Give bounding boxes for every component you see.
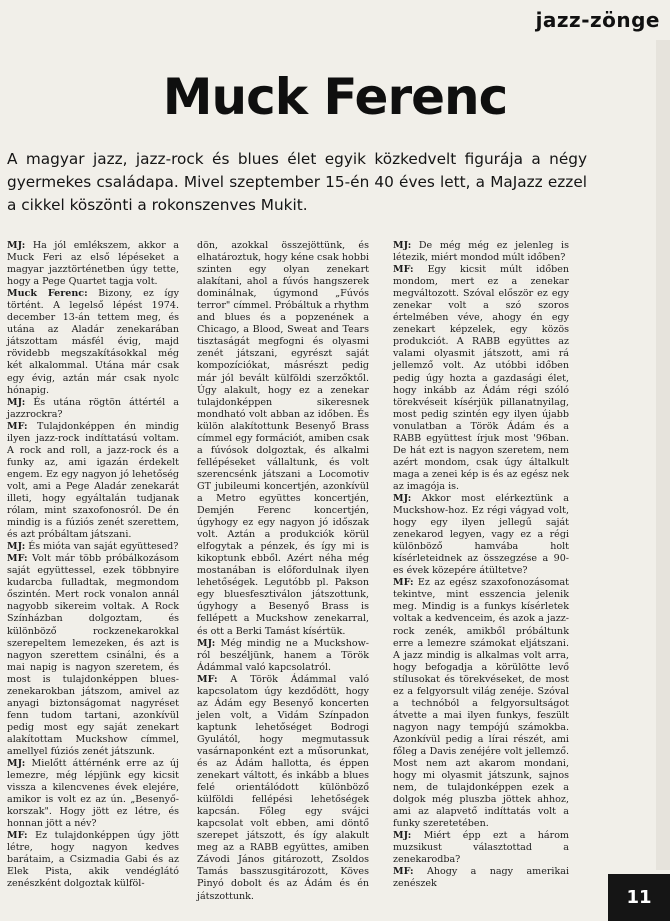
interview-paragraph [7,553,179,758]
paragraph-text: De még még ez jelenleg is létezik, miért mondod múlt időben? [393,240,569,264]
interview-paragraph [7,830,179,890]
interview-paragraph [7,288,179,396]
interview-paragraph [197,674,369,903]
article-title-text: Muck Ferenc [153,68,518,126]
paragraph-text: Ez az egész szaxofonozásomat tekintve, mint esszencia jelenik meg. Mindig is a funkys kísérletek voltak a kedvenceim, és azok a jazz-rock zenék, amikből próbáltunk erre a lemezre számokat eljátszani. A jazz mindig is alkalmas volt arra, hogy befogadja a körülötte levő stílusokat és törekvéseket, de most ez a felgyorsult világ zenéje. Szóval a technóból a felgyorsultságot átvette a mai ilyen funkys, feszült nagyon nagy tempójú számokba. Azonkívül pedig a lírai részét, ami főleg a Davis zenéjére volt jellemző. Most nem azt akarom mondani, hogy mi olyasmit játszunk, sajnos nem, de tulajdonképpen ezek a dolgok még pluszba jöttek ahhoz, ami az alapvető indíttatás volt a funky szeretetében. [393,577,569,830]
interview-paragraph [7,421,179,541]
paragraph-text: Ha jól emlékszem, akkor a Muck Feri az első lépéseket a magyar jazztörténetben úgy tette, hogy a Pege Quartet tagja volt. [7,240,179,288]
paragraph-text: Bizony, ez így történt. A legelső lépést 1974. december 13-án tettem meg, és utána az Aladár zenekarában játszottam másfél évig, majd rövidebb megszakításokkal még két alkalommal. Utána már csak egy évig, aztán már csak nyolc hónapig. [7,288,179,396]
text-column-2 [197,240,369,903]
speaker-label: MF: [393,577,414,589]
speaker-label: MJ: [393,240,412,251]
speaker-label: Muck Ferenc: [7,288,88,300]
article-lead: A magyar jazz, jazz-rock és blues élet egyik közkedvelt figurája a négy gyermekes családapa. Mivel szeptember 15-én 40 éves lett, a MaJazz ezzel a cikkel köszönti a rokonszenves Mukit. [7,150,587,214]
interview-paragraph [197,638,369,674]
paragraph-text: Akkor most elérkeztünk a Muckshow-hoz. Ez régi vágyad volt, hogy egy ilyen jellegű saját zenekarod legyen, vagy ez a régi különböző hamvába holt kísérleteidnek az összegzése a 90-es évek közepére átültetve? [393,492,569,577]
speaker-label: MF: [393,264,414,276]
interview-paragraph [393,577,569,830]
interview-paragraph [197,240,369,638]
section-tag: jazz-zönge [535,8,660,32]
paragraph-text: Tulajdonképpen én mindig ilyen jazz-rock indíttatású voltam. A rock and roll, a jazz-rock és a funky az, ami igazán érdekelt engem. Ez egy nagyon jó lehetőség volt, ami a Pege Aladár zenekarát illeti, hogy egyáltalán tudjanak rólam, mint szaxofonosról. De én mindig is a fúziós zenét szerettem, és azt próbáltam játszani. [7,420,179,541]
interview-paragraph [393,830,569,866]
speaker-label: MF: [393,866,414,878]
paragraph-text: Miért épp ezt a három muzsikust választottad a zenekarodba? [393,830,569,866]
paragraph-text: Még mindig ne a Muckshow-ról beszéljünk, hanem a Török Ádámmal való kapcsolatról. [197,637,369,673]
speaker-label: MJ: [7,396,26,408]
article-title [0,68,670,126]
interview-paragraph [393,493,569,577]
interview-paragraph [393,866,569,890]
speaker-label: MJ: [7,240,26,251]
speaker-label: MJ: [7,758,26,770]
interview-paragraph [7,541,179,553]
paragraph-text: A Török Ádámmal való kapcsolatom úgy kezdődött, hogy az Ádám egy Besenyő koncerten jelen volt, a Vidám Színpadon kaptunk lehetőséget Bodrogi Gyulától, hogy megmutassuk vasárnaponként ezt a műsorunkat, és az Ádám hallotta, és éppen zenekart váltott, és inkább a blues felé orientálódott különböző külföldi fellépési lehetőségek kapcsán. Főleg egy svájci kapcsolat volt ebben, ami döntő szerepet játszott, és így alakult meg az a RABB együttes, amiben Závodi János gitározott, Zsoldos Tamás basszusgitározott, Köves Pinyó dobolt és az Ádám és én játszottunk. [197,673,369,902]
text-column-3 [393,240,569,891]
speaker-label: MJ: [7,541,26,553]
interview-paragraph [393,240,569,264]
interview-paragraph [7,397,179,421]
interview-paragraph [7,758,179,830]
speaker-label: MF: [7,420,28,432]
interview-paragraph [7,240,179,288]
paragraph-text: Ahogy a nagy amerikai zenészek [393,866,569,890]
speaker-label: MJ: [393,492,412,504]
speaker-label: MJ: [393,830,412,842]
speaker-label: MJ: [197,637,216,649]
speaker-label: MF: [197,673,218,685]
paragraph-text: És utána rögtön áttértél a jazzrockra? [7,396,179,420]
speaker-label: MF: [7,553,28,565]
speaker-label: MF: [7,830,28,842]
paragraph-text: Ez tulajdonképpen úgy jött létre, hogy nagyon kedves barátaim, a Csizmadia Gabi és az Elek Pista, akik vendéglátó zenészként dolgoztak külföl- [7,830,179,890]
interview-paragraph [393,264,569,493]
paragraph-text: És mióta van saját együttesed? [28,541,179,553]
text-column-1 [7,240,179,891]
paragraph-text: Egy kicsit múlt időben mondom, mert ez a zenekar megváltozott. Szóval először ez egy zenekar volt a szó szoros értelmében véve, ahogy én egy zenekart képzelek, egy közös produkciót. A RABB együttes az valami olyasmit játszott, ami rá jellemző volt. Az utóbbi időben pedig úgy hozta a gazdasági élet, hogy inkább az Ádám régi szóló törekvéseit kísérjük pillanatnyilag, most pedig szintén egy ilyen újabb vonulatban a Török Ádám és a RABB együttest írjuk most '96ban. De hát ezt is nagyon szeretem, nem azért mondom, csak úgy általkult maga a zenei kép is és az egész nek az imagója is. [393,264,569,492]
paragraph-text: dön, azokkal összejöttünk, és elhatároztuk, hogy kéne csak hobbi szinten egy olyan zenekart alakítani, ahol a fúvós hangszerek dominálnak, úgymond „Fúvós terror" címmel. Próbáltuk a rhythm and blues és a popzenének a Chicago, a Blood, Sweat and Tears tisztaságát megfogni és olyasmi zenét játszani, egyrészt saját kompozíciókat, másrészt pedig már jól bevált külföldi szerzőktől. Úgy alakult, hogy ez a zenekar tulajdonképpen sikeresnek mondható volt abban az időben. És külön alakítottunk Besenyő Brass címmel egy formációt, amiben csak a fúvósok dolgoztak, és alkalmi fellépéseket vállaltunk, és volt szerencsénk játszani a Locomotiv GT jubileumi koncertjén, azonkívül a Metro együttes koncertjén, Demjén Ferenc koncertjén, úgyhogy ez egy nagyon jó időszak volt. Aztán a produkciók körül elfogytak a pénzek, és így mi is kikoptunk ebből. Azért néha még mostanában is előfordulnak ilyen lehetőségek. Legutóbb pl. Pakson egy bluesfesztiválon játszottunk, úgyhogy a Besenyő Brass is fellépett a Muckshow zenekarral, és ott a Berki Tamást kísértük. [197,240,369,637]
paragraph-text: Mielőtt áttérnénk erre az új lemezre, még lépjünk egy kicsit vissza a kilencvenes évek elejére, amikor is volt ez az ún. „Besenyő-korszak". Hogy jött ez létre, és honnan jött a név? [7,758,179,830]
page-number: 11 [608,874,670,921]
paragraph-text: Volt már több próbálkozásom saját együttessel, ezek többnyire kudarcba fulladtak, megmondom őszintén. Mert rock vonalon annál nagyobb sikereim voltak. A Rock Színházban dolgoztam, és különböző rockzenekarokkal szerepeltem lemezeken, és azt is nagyon szerettem csinálni, és a mai napig is nagyon szeretem, és most is tulajdonképpen blues-zenekarokban játszom, amivel az anyagi biztonságomat nagyréset fenn tudom tartani, azonkívül pedig most egy saját zenekart alakítottam Muckshow címmel, amellyel fúziós zenét játszunk. [7,553,179,757]
page-edge-shadow [656,40,670,870]
